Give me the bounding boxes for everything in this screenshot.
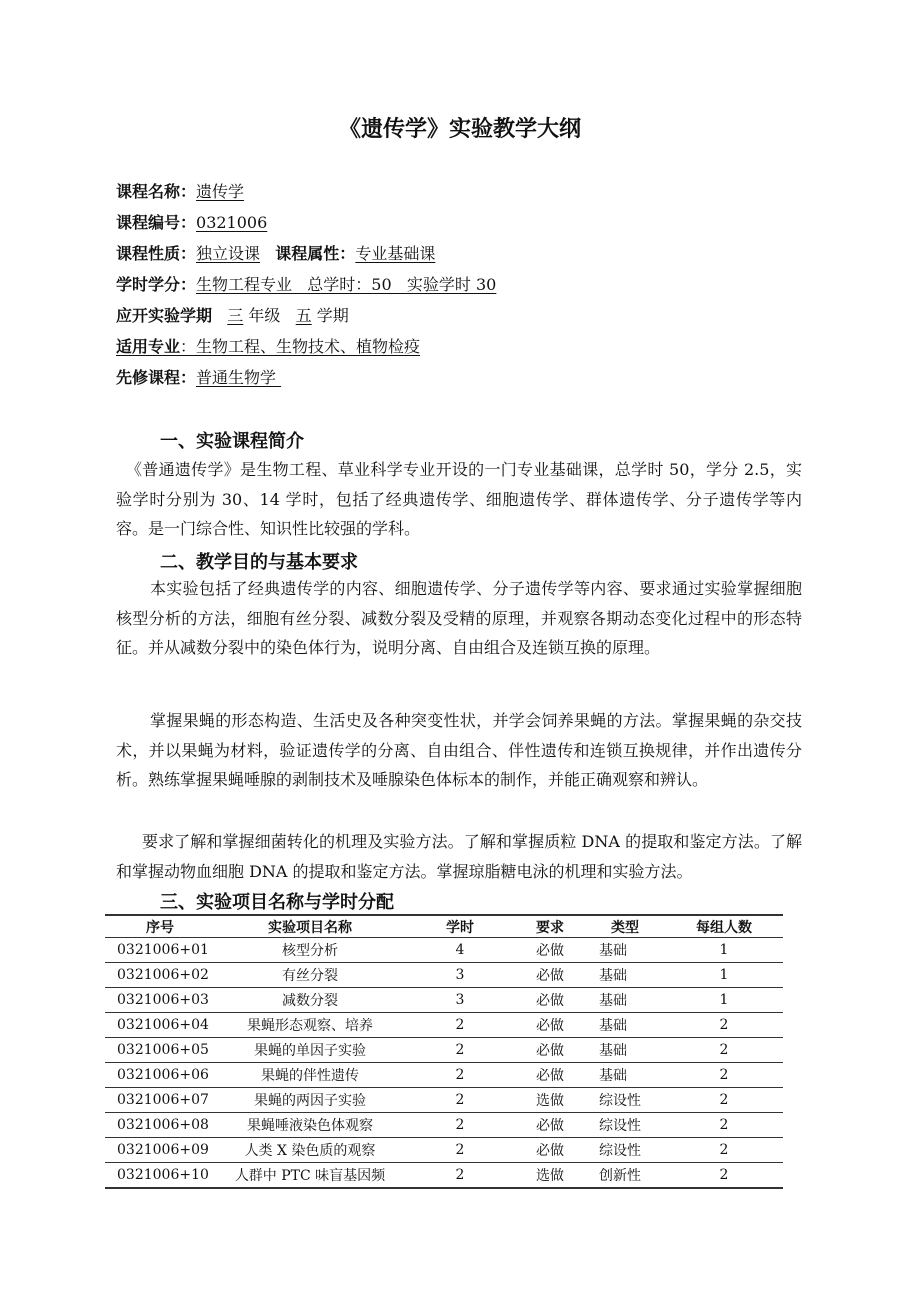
exp-name: 减数分裂 [215, 988, 405, 1013]
group-size: 2 [665, 1013, 783, 1038]
exp-name: 核型分析 [215, 938, 405, 963]
exp-id: 0321006+10 [105, 1163, 215, 1189]
group-size: 2 [665, 1138, 783, 1163]
exp-type: 基础 [585, 988, 665, 1013]
group-size: 2 [665, 1038, 783, 1063]
exp-requirement: 必做 [515, 1063, 585, 1088]
exp-id: 0321006+02 [105, 963, 215, 988]
term-unit: 学期 [316, 306, 349, 325]
exp-hours: 3 [405, 988, 515, 1013]
exp-id: 0321006+03 [105, 988, 215, 1013]
col-header: 实验项目名称 [215, 915, 405, 938]
exp-name: 果蝇的单因子实验 [215, 1038, 405, 1063]
col-header: 要求 [515, 915, 585, 938]
exp-id: 0321006+04 [105, 1013, 215, 1038]
year-unit: 年级 [248, 306, 281, 325]
exp-requirement: 选做 [515, 1088, 585, 1113]
term-line [116, 306, 349, 326]
paragraph-intro: 《普通遗传学》是生物工程、草业科学专业开设的一门专业基础课，总学时 50，学分 2.5，实验学时分别为 30、14 学时，包括了经典遗传学、细胞遗传学、群体遗传学、分子遗传学等内容。是一门综合性、知识性比较强的学科。 [116, 460, 802, 538]
exp-type: 基础 [585, 1063, 665, 1088]
label: 应开实验学期 [116, 306, 213, 325]
exp-hours: 2 [405, 1038, 515, 1063]
course-code: 0321006 [196, 213, 268, 232]
year: 三 [227, 306, 244, 325]
exp-id: 0321006+09 [105, 1138, 215, 1163]
label: 课程编号： [116, 213, 197, 232]
label: 课程名称： [116, 182, 197, 201]
course-attribute: 专业基础课 [355, 244, 436, 263]
section-heading-2: 二、教学目的与基本要求 [160, 552, 358, 573]
label: 课程属性： [275, 244, 356, 263]
prereq-line [116, 368, 281, 388]
course-code-line [116, 213, 267, 233]
majors: ：生物工程、生物技术、植物检疫 [180, 337, 421, 356]
exp-type: 基础 [585, 1038, 665, 1063]
exp-requirement: 必做 [515, 1138, 585, 1163]
exp-requirement: 必做 [515, 1013, 585, 1038]
col-header: 序号 [105, 915, 215, 938]
course-name: 遗传学 [196, 182, 245, 201]
exp-hours: 2 [405, 1063, 515, 1088]
exp-name: 人类 X 染色质的观察 [215, 1138, 405, 1163]
course-hours: 生物工程专业 总学时：50 实验学时 30 [196, 275, 497, 294]
exp-requirement: 必做 [515, 1113, 585, 1138]
exp-requirement: 必做 [515, 963, 585, 988]
exp-hours: 2 [405, 1088, 515, 1113]
table-row [105, 1038, 783, 1063]
exp-requirement: 必做 [515, 988, 585, 1013]
exp-hours: 2 [405, 1163, 515, 1189]
group-size: 1 [665, 938, 783, 963]
table-header-row [105, 915, 783, 938]
exp-id: 0321006+05 [105, 1038, 215, 1063]
table-row [105, 1163, 783, 1189]
col-header: 类型 [585, 915, 665, 938]
section-heading-3: 三、实验项目名称与学时分配 [160, 892, 394, 913]
exp-hours: 2 [405, 1113, 515, 1138]
table-row [105, 1113, 783, 1138]
course-nature-line [116, 244, 435, 264]
exp-type: 综设性 [585, 1088, 665, 1113]
exp-hours: 3 [405, 963, 515, 988]
hours-line [116, 275, 496, 295]
exp-hours: 2 [405, 1138, 515, 1163]
exp-type: 综设性 [585, 1138, 665, 1163]
exp-type: 综设性 [585, 1113, 665, 1138]
group-size: 2 [665, 1113, 783, 1138]
experiment-table [105, 914, 783, 1189]
table-row [105, 988, 783, 1013]
exp-id: 0321006+01 [105, 938, 215, 963]
table-row [105, 938, 783, 963]
course-name-line [116, 182, 244, 202]
exp-name: 果蝇的伴性遗传 [215, 1063, 405, 1088]
paragraph-drosophila: 掌握果蝇的形态构造、生活史及各种突变性状，并学会饲养果蝇的方法。掌握果蝇的杂交技术，并以果蝇为材料，验证遗传学的分离、自由组合、伴性遗传和连锁互换规律，并作出遗传分析。熟练掌握果蝇唾腺的剥制技术及唾腺染色体标本的制作，并能正确观察和辨认。 [116, 711, 802, 789]
table-row [105, 963, 783, 988]
label: 课程性质： [116, 244, 197, 263]
exp-hours: 2 [405, 1013, 515, 1038]
label: 学时学分： [116, 275, 197, 294]
exp-hours: 4 [405, 938, 515, 963]
col-header: 学时 [405, 915, 515, 938]
group-size: 1 [665, 963, 783, 988]
exp-id: 0321006+06 [105, 1063, 215, 1088]
exp-id: 0321006+08 [105, 1113, 215, 1138]
group-size: 2 [665, 1063, 783, 1088]
exp-type: 创新性 [585, 1163, 665, 1189]
document-title: 《遗传学》实验教学大纲 [338, 117, 581, 142]
course-nature: 独立设课 [196, 244, 261, 263]
exp-requirement: 必做 [515, 1038, 585, 1063]
exp-type: 基础 [585, 963, 665, 988]
paragraph-goals: 本实验包括了经典遗传学的内容、细胞遗传学、分子遗传学等内容、要求通过实验掌握细胞核型分析的方法，细胞有丝分裂、减数分裂及受精的原理，并观察各期动态变化过程中的形态特征。并从减数分裂中的染色体行为，说明分离、自由组合及连锁互换的原理。 [116, 579, 802, 657]
group-size: 1 [665, 988, 783, 1013]
group-size: 2 [665, 1088, 783, 1113]
col-header: 每组人数 [665, 915, 783, 938]
table-row [105, 1063, 783, 1088]
label: 适用专业 [116, 337, 181, 356]
exp-id: 0321006+07 [105, 1088, 215, 1113]
paragraph-requirements: 要求了解和掌握细菌转化的机理及实验方法。了解和掌握质粒 DNA 的提取和鉴定方法。了解和掌握动物血细胞 DNA 的提取和鉴定方法。掌握琼脂糖电泳的机理和实验方法。 [116, 832, 802, 881]
table-row [105, 1013, 783, 1038]
term: 五 [295, 306, 312, 325]
exp-name: 果蝇的两因子实验 [215, 1088, 405, 1113]
exp-name: 果蝇唾液染色体观察 [215, 1113, 405, 1138]
exp-requirement: 选做 [515, 1163, 585, 1189]
exp-name: 有丝分裂 [215, 963, 405, 988]
exp-name: 人群中 PTC 味盲基因频 [215, 1163, 405, 1189]
exp-requirement: 必做 [515, 938, 585, 963]
table-row [105, 1088, 783, 1113]
label: 先修课程： [116, 368, 197, 387]
major-line [116, 337, 420, 357]
prerequisite: 普通生物学 [196, 368, 282, 387]
group-size: 2 [665, 1163, 783, 1189]
section-heading-1: 一、实验课程简介 [160, 431, 304, 452]
exp-type: 基础 [585, 1013, 665, 1038]
exp-type: 基础 [585, 938, 665, 963]
exp-name: 果蝇形态观察、培养 [215, 1013, 405, 1038]
table-row [105, 1138, 783, 1163]
